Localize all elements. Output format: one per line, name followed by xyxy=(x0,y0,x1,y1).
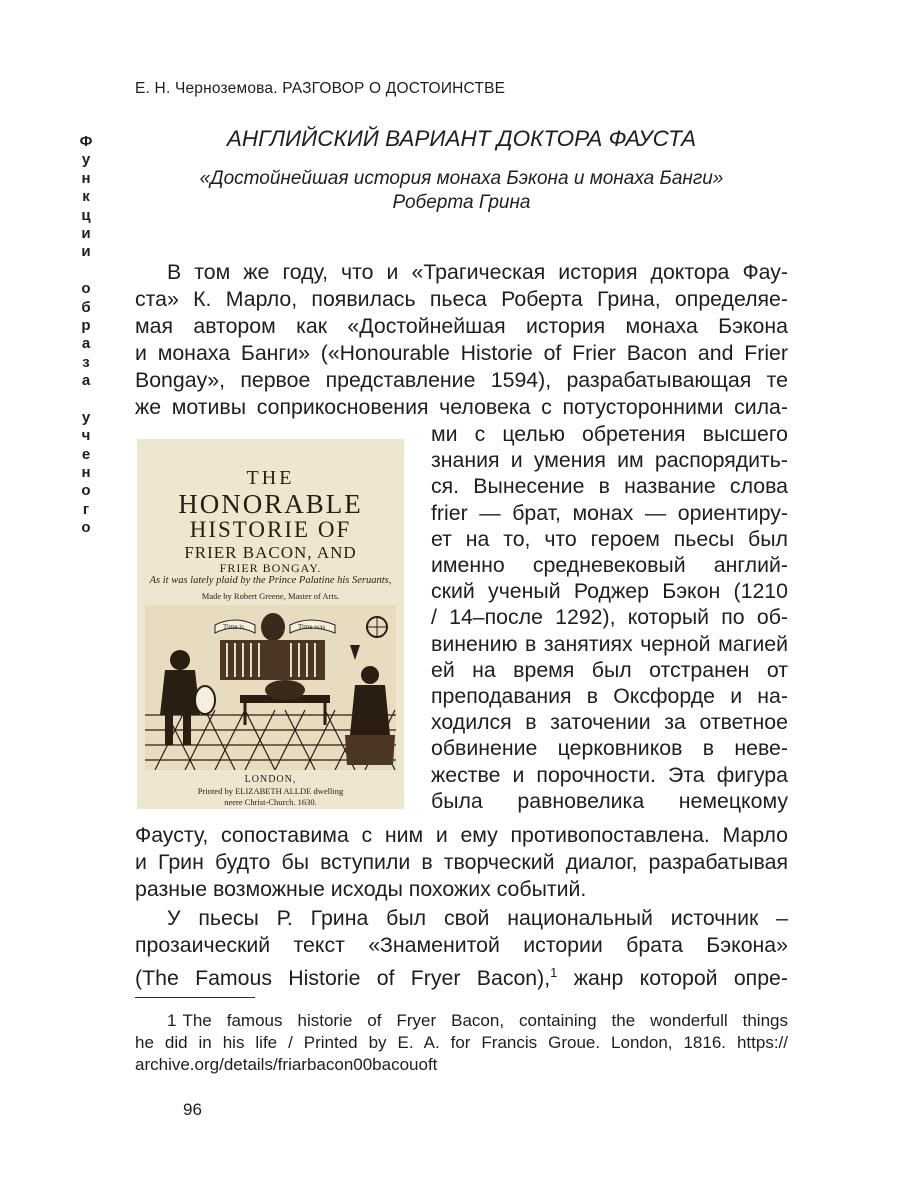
woodcut-made-by: Made by Robert Greene, Master of Arts. xyxy=(201,591,340,601)
running-head: Е. Н. Черноземова. РАЗГОВОР О ДОСТОИНСТВЕ xyxy=(135,80,506,97)
text-line: и Грин будто бы вступили в творческий диалог, разрабатывая xyxy=(135,850,788,874)
paragraph-1-tail xyxy=(135,822,788,903)
subtitle-line: «Достойнейшая история монаха Бэкона и монаха Банги» xyxy=(199,168,724,189)
side-tab-letter: у xyxy=(81,151,91,169)
side-tab-letter: г xyxy=(82,500,90,518)
text-line: ей на время был отстранен от xyxy=(431,657,788,682)
side-tab-letter xyxy=(76,262,96,280)
side-tab-letter: ц xyxy=(81,206,91,224)
footnote-line[interactable]: archive.org/details/friarbacon00bacouoft xyxy=(135,1055,438,1074)
text-line: ет на то, что героем пьесы был xyxy=(431,526,788,551)
side-tab-letter xyxy=(76,390,96,408)
text-line: мая автором как «Достойнейшая история монаха Бэкона xyxy=(135,314,788,338)
woodcut-plaid: As it was lately plaid by the Prince Palatine his Seruants, xyxy=(149,575,392,586)
side-tab-letter: а xyxy=(81,372,91,390)
text-line: ский ученый Роджер Бэкон (1210 xyxy=(431,579,788,604)
woodcut-illustration xyxy=(145,605,396,770)
footnote xyxy=(135,1010,788,1076)
woodcut-printed: Printed by ELIZABETH ALLDE dwelling xyxy=(197,786,344,796)
side-tab-letter: ч xyxy=(81,427,91,445)
footnote-marker: 1 xyxy=(167,1011,177,1030)
text-line: и монаха Банги» («Honourable Historie of Frier Bacon and Frier xyxy=(135,341,788,365)
woodcut-historie: HISTORIE OF xyxy=(189,517,352,542)
subtitle xyxy=(135,167,788,215)
title-page-woodcut xyxy=(137,439,404,809)
woodcut-frier-bongay: FRIER BONGAY. xyxy=(219,561,322,575)
text-segment: (The Famous Historie of Fryer Bacon), xyxy=(135,966,551,991)
footnote-line: he did in his life / Printed by E. A. for Francis Groue. London, 1816. https:// xyxy=(135,1033,788,1052)
chapter-title: АНГЛИЙСКИЙ ВАРИАНТ ДОКТОРА ФАУСТА xyxy=(226,126,697,151)
side-tab-letter: е xyxy=(81,445,91,463)
paragraph-1 xyxy=(135,259,788,421)
text-line: же мотивы соприкосновения человека с потусторонними сила- xyxy=(135,395,788,419)
text-line: В том же году, что и «Трагическая история доктора Фау- xyxy=(167,260,788,284)
banner-right: Time was xyxy=(298,623,326,631)
side-tab xyxy=(76,133,96,538)
side-tab-letter: а xyxy=(81,335,91,353)
woodcut-frier-bacon: FRIER BACON, AND xyxy=(184,543,357,562)
page-number: 96 xyxy=(183,1100,202,1119)
text-line: ходился в заточении за ответное xyxy=(431,710,788,735)
text-segment: жанр которой опре- xyxy=(573,966,788,991)
side-tab-letter: н xyxy=(81,464,91,482)
text-line: знания и умения им распорядить- xyxy=(431,448,788,473)
woodcut-london: LONDON, xyxy=(244,774,297,785)
text-line xyxy=(135,959,788,992)
text-line: прозаический текст «Знаменитой истории брата Бэкона» xyxy=(135,933,788,957)
text-line: винению в занятиях черной магией xyxy=(431,631,788,656)
woodcut-the: THE xyxy=(246,467,295,489)
side-tab-letter: о xyxy=(81,519,91,537)
text-line: У пьесы Р. Грина был свой национальный источник – xyxy=(167,906,788,930)
side-tab-letter: р xyxy=(81,316,91,334)
side-tab-letter: к xyxy=(82,188,90,206)
text-line: жестве и порочности. Эта фигура xyxy=(431,762,788,787)
side-tab-letter: и xyxy=(81,224,91,242)
woodcut-honorable: HONORABLE xyxy=(178,489,363,519)
side-tab-letter: и xyxy=(81,243,91,261)
text-line: / 14–после 1292), который по об- xyxy=(431,605,788,630)
text-line: Bongay», первое представление 1594), разрабатывающая те xyxy=(135,368,788,392)
text-line: ста» К. Марло, появилась пьеса Роберта Грина, определяе- xyxy=(135,287,788,311)
text-line: обвинение церковников в неве- xyxy=(431,736,788,761)
side-tab-letter: о xyxy=(81,482,91,500)
text-line: преподавания в Оксфорде и на- xyxy=(431,684,788,709)
paragraph-2 xyxy=(135,905,788,992)
side-tab-letter: Ф xyxy=(79,133,93,150)
footnote-text: The famous historie of Fryer Bacon, containing the wonderfull things xyxy=(182,1011,788,1030)
text-line: frier — брат, монах — ориентиру- xyxy=(431,500,788,525)
side-tab-letter: у xyxy=(81,408,91,426)
text-line: именно средневековый англий- xyxy=(431,553,788,578)
side-tab-letter: б xyxy=(81,298,91,316)
text-line: была равновелика немецкому xyxy=(431,788,788,813)
footnote-line xyxy=(135,1010,788,1032)
text-line: разные возможные исходы похожих событий. xyxy=(135,877,587,901)
side-tab-letter: о xyxy=(81,280,91,298)
footnote-rule xyxy=(135,997,255,998)
paragraph-1-wrapped xyxy=(431,421,788,814)
footnote-ref[interactable]: 1 xyxy=(550,965,558,980)
text-line: ми с целью обретения высшего xyxy=(431,422,788,446)
text-line: ся. Вынесение в название слова xyxy=(431,474,788,499)
banner-left: Time is xyxy=(223,623,244,631)
subtitle-line: Роберта Грина xyxy=(392,192,531,213)
side-tab-letter: н xyxy=(81,169,91,187)
text-line: Фаусту, сопоставима с ним и ему противопоставлена. Марло xyxy=(135,823,788,847)
side-tab-letter: з xyxy=(82,353,90,371)
woodcut-date: neere Christ-Church. 1630. xyxy=(224,797,317,807)
